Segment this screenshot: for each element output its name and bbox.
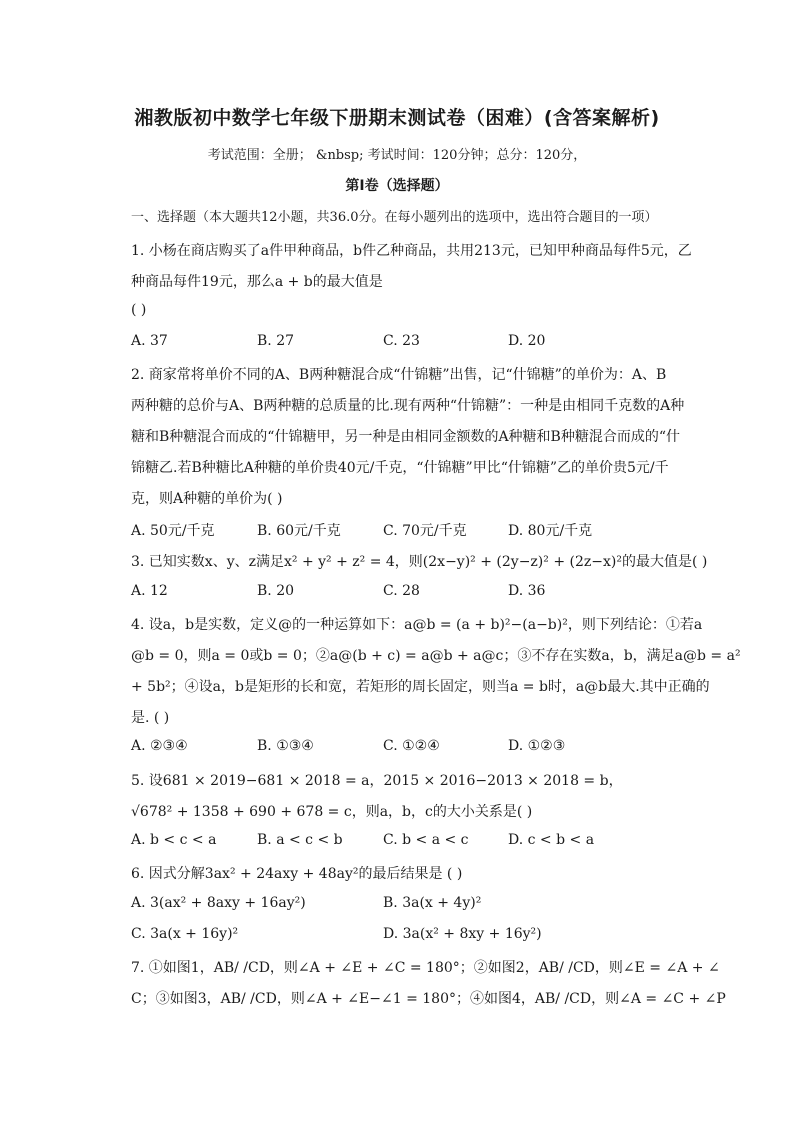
question-3-option-a[interactable]: A. 12 [131, 583, 168, 599]
question-3-option-c[interactable]: C. 28 [383, 583, 420, 599]
question-5-option-a[interactable]: A. b < c < a [131, 832, 217, 848]
question-2-option-a[interactable]: A. 50元/千克 [131, 523, 215, 539]
question-6-option-b[interactable]: B. 3a(x + 4y)² [383, 895, 482, 911]
question-2-option-b[interactable]: B. 60元/千克 [257, 523, 341, 539]
question-4-line-3: + 5b²；④设a，b是矩形的长和宽，若矩形的周长固定，则当a = b时，a@b最大.其中正确的 [131, 679, 710, 695]
question-2-line-5: 克，则A种糖的单价为( ) [131, 491, 283, 507]
question-4-option-a[interactable]: A. ②③④ [131, 738, 188, 754]
question-4-option-c[interactable]: C. ①②④ [383, 738, 440, 754]
question-5-line-2: √678² + 1358 + 690 + 678 = c，则a，b，c的大小关系是( ) [131, 804, 533, 820]
question-7-line-2: C；③如图3，AB/ /CD，则∠A + ∠E−∠1 = 180°；④如图4，AB/ /CD，则∠A = ∠C + ∠P [131, 991, 726, 1007]
question-5-option-c[interactable]: C. b < a < c [383, 832, 469, 848]
question-5-line-1: 5. 设681 × 2019−681 × 2018 = a，2015 × 2016−2013 × 2018 = b， [131, 773, 623, 789]
question-6-option-d[interactable]: D. 3a(x² + 8xy + 16y²) [383, 926, 542, 942]
question-4-line-2: @b = 0，则a = 0或b = 0；②a@(b + c) = a@b + a@c；③不存在实数a，b，满足a@b = a² [131, 648, 741, 664]
exam-meta: 考试范围：全册； &nbsp; 考试时间：120分钟；总分：120分， [207, 148, 587, 163]
question-1-option-b[interactable]: B. 27 [257, 333, 295, 349]
question-5-option-b[interactable]: B. a < c < b [257, 832, 343, 848]
question-4-line-4: 是. ( ) [131, 710, 170, 726]
question-2-line-3: 糖和B种糖混合而成的“什锦糖甲，另一种是由相同金额数的A种糖和B种糖混合而成的“什 [131, 429, 680, 445]
question-4-option-d[interactable]: D. ①②③ [508, 738, 566, 754]
section-instruction: 一、选择题（本大题共12小题，共36.0分。在每小题列出的选项中，选出符合题目的一项） [131, 210, 658, 225]
question-1-line-2: 种商品每件19元，那么a + b的最大值是 [131, 274, 383, 290]
question-2-line-2: 两种糖的总价与A、B两种糖的总质量的比.现有两种“什锦糖”：一种是由相同千克数的A种 [131, 398, 685, 414]
page-title: 湘教版初中数学七年级下册期末测试卷（困难）(含答案解析) [134, 107, 660, 129]
section-title: 第Ⅰ卷（选择题） [345, 178, 449, 194]
question-3-option-b[interactable]: B. 20 [257, 583, 295, 599]
question-2-line-1: 2. 商家常将单价不同的A、B两种糖混合成“什锦糖”出售，记“什锦糖”的单价为：A、B [131, 367, 667, 383]
question-5-option-d[interactable]: D. c < b < a [508, 832, 595, 848]
question-4-option-b[interactable]: B. ①③④ [257, 738, 314, 754]
question-6-option-c[interactable]: C. 3a(x + 16y)² [131, 926, 239, 942]
question-3-line-1: 3. 已知实数x、y、z满足x² + y² + z² = 4，则(2x−y)² + (2y−z)² + (2z−x)²的最大值是( ) [131, 554, 708, 570]
question-2-option-c[interactable]: C. 70元/千克 [383, 523, 467, 539]
question-1-option-d[interactable]: D. 20 [508, 333, 546, 349]
question-1-option-c[interactable]: C. 23 [383, 333, 420, 349]
question-1-line-1: 1. 小杨在商店购买了a件甲种商品，b件乙种商品，共用213元，已知甲种商品每件5元，乙 [131, 243, 692, 259]
question-6-option-a[interactable]: A. 3(ax² + 8axy + 16ay²) [131, 895, 306, 911]
question-1-line-3: ( ) [131, 302, 147, 318]
question-2-line-4: 锦糖乙.若B种糖比A种糖的单价贵40元/千克，“什锦糖”甲比“什锦糖”乙的单价贵5元/千 [131, 460, 669, 476]
question-1-option-a[interactable]: A. 37 [131, 333, 168, 349]
question-7-line-1: 7. ①如图1，AB/ /CD，则∠A + ∠E + ∠C = 180°；②如图2，AB/ /CD，则∠E = ∠A + ∠ [131, 960, 720, 976]
question-4-line-1: 4. 设a，b是实数，定义@的一种运算如下：a@b = (a + b)²−(a−b)²，则下列结论：①若a [131, 617, 703, 633]
question-2-option-d[interactable]: D. 80元/千克 [508, 523, 593, 539]
question-3-option-d[interactable]: D. 36 [508, 583, 546, 599]
question-6-line-1: 6. 因式分解3ax² + 24axy + 48ay²的最后结果是 ( ) [131, 866, 463, 882]
